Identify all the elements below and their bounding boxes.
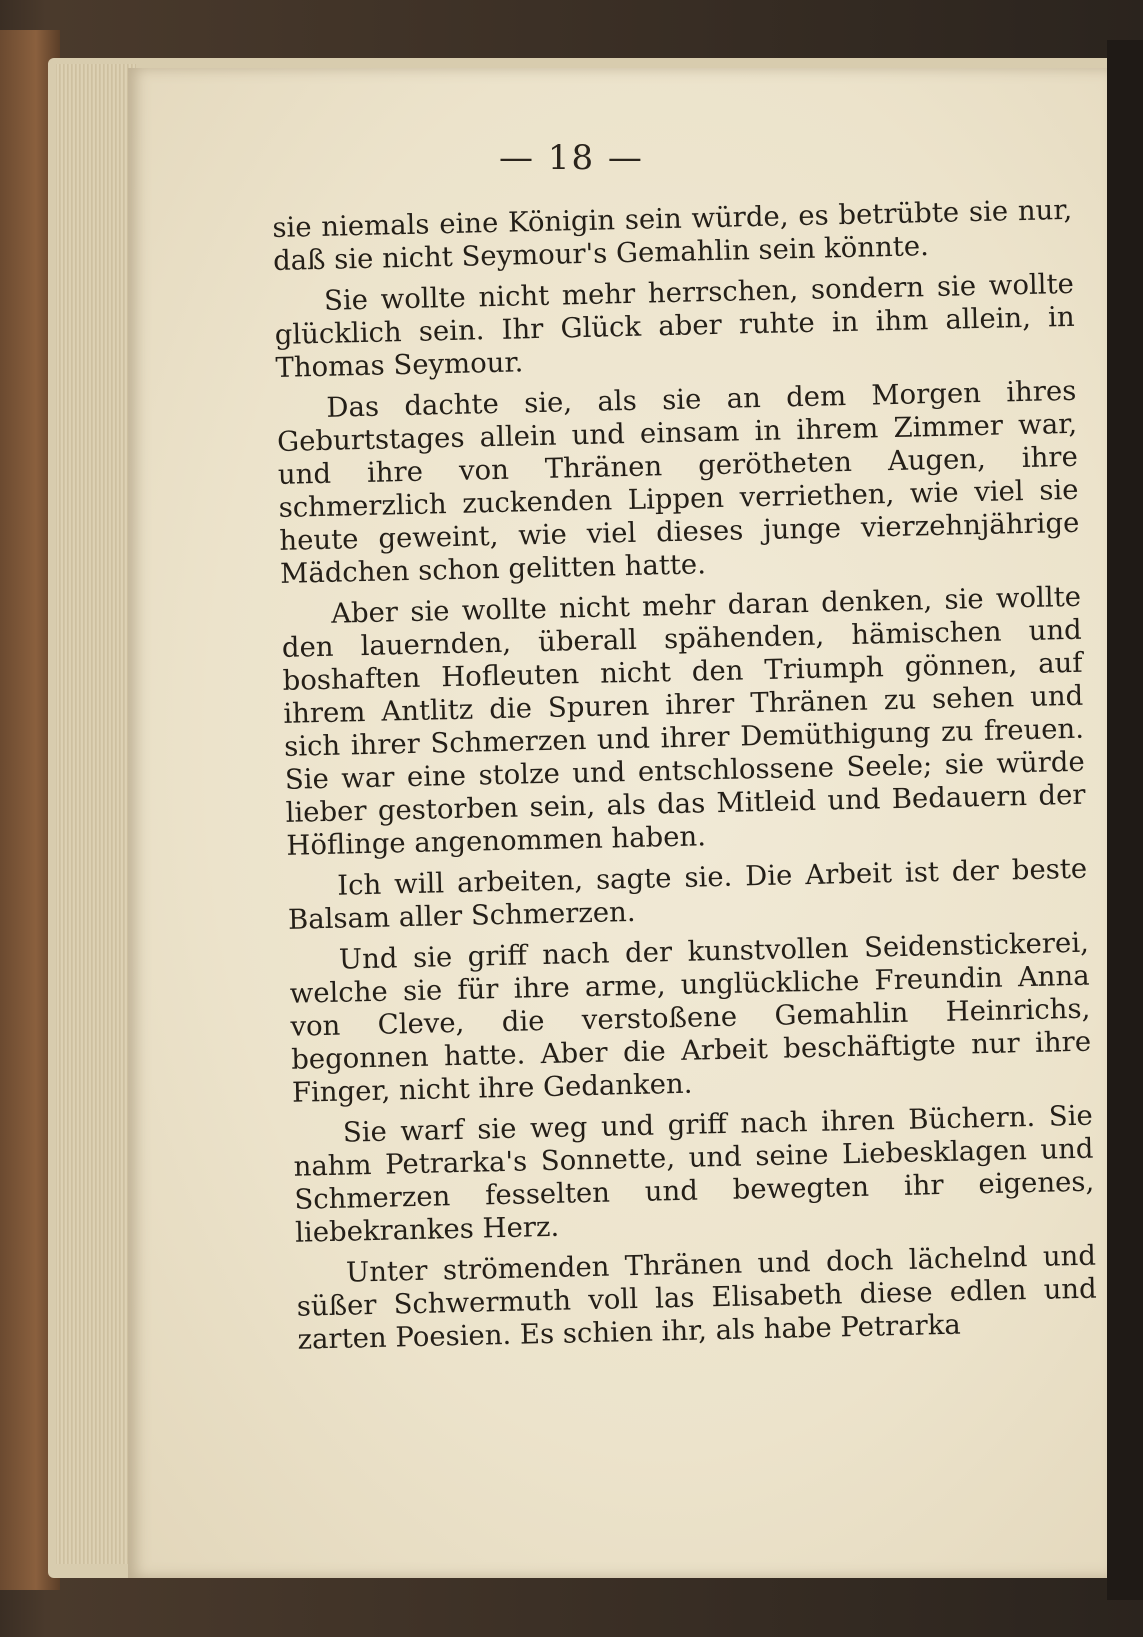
paragraph: Ich will arbeiten, sagte sie. Die Arbeit ist der beste Balsam aller Schmerzen.: [287, 852, 1088, 936]
book-cover-right: [1107, 40, 1143, 1600]
body-text: [272, 194, 1098, 1365]
paragraph: sie niemals eine Königin sein würde, es betrübte sie nur, daß sie nicht Seymour's Gemahlin sein könnte.: [272, 193, 1073, 277]
paragraph: Und sie griff nach der kunstvollen Seidenstickerei, welche sie für ihre arme, unglückliche Freundin Anna von Cleve, die verstoßene Gemahlin Heinrichs, begonnen hatte. Aber die Arbeit beschäftigte nur ihre Finger, nicht ihre Gedanken.: [289, 926, 1092, 1109]
page-edges: [56, 64, 136, 1564]
paragraph: Das dachte sie, als sie an dem Morgen ihres Geburtstages allein und einsam in ihrem Zimmer war, und ihre von Thränen gerötheten Augen, ihre schmerzlich zuckenden Lippen verriethen, wie viel sie heute geweint, wie viel dieses junge vierzehnjährige Mädchen schon gelitten hatte.: [276, 374, 1080, 590]
paragraph: Sie warf sie weg und griff nach ihren Büchern. Sie nahm Petrarka's Sonnette, und seine Liebesklagen und Schmerzen fesselten und bewegten ihr eigenes, liebekrankes Herz.: [293, 1099, 1095, 1249]
paragraph: Aber sie wollte nicht mehr daran denken, sie wollte den lauernden, überall spähenden, hämischen und boshaften Hofleuten nicht den Triumph gönnen, auf ihrem Antlitz die Spuren ihrer Thränen zu sehen und sich ihrer Schmerzen und ihrer Demüthigung zu freuen. Sie war eine stolze und entschlossene Seele; sie würde lieber gestorben sein, als das Mitleid und Bedauern der Höflinge angenommen haben.: [281, 580, 1086, 862]
paragraph: Sie wollte nicht mehr herrschen, sondern sie wollte glücklich sein. Ihr Glück aber ruhte in ihm allein, in Thomas Seymour.: [274, 267, 1075, 384]
paragraph: Unter strömenden Thränen und doch lächelnd und süßer Schwermuth voll las Elisabeth diese edlen und zarten Poesien. Es schien ihr, als habe Petrarka: [296, 1239, 1097, 1356]
page-number: — 18 —: [499, 138, 644, 178]
